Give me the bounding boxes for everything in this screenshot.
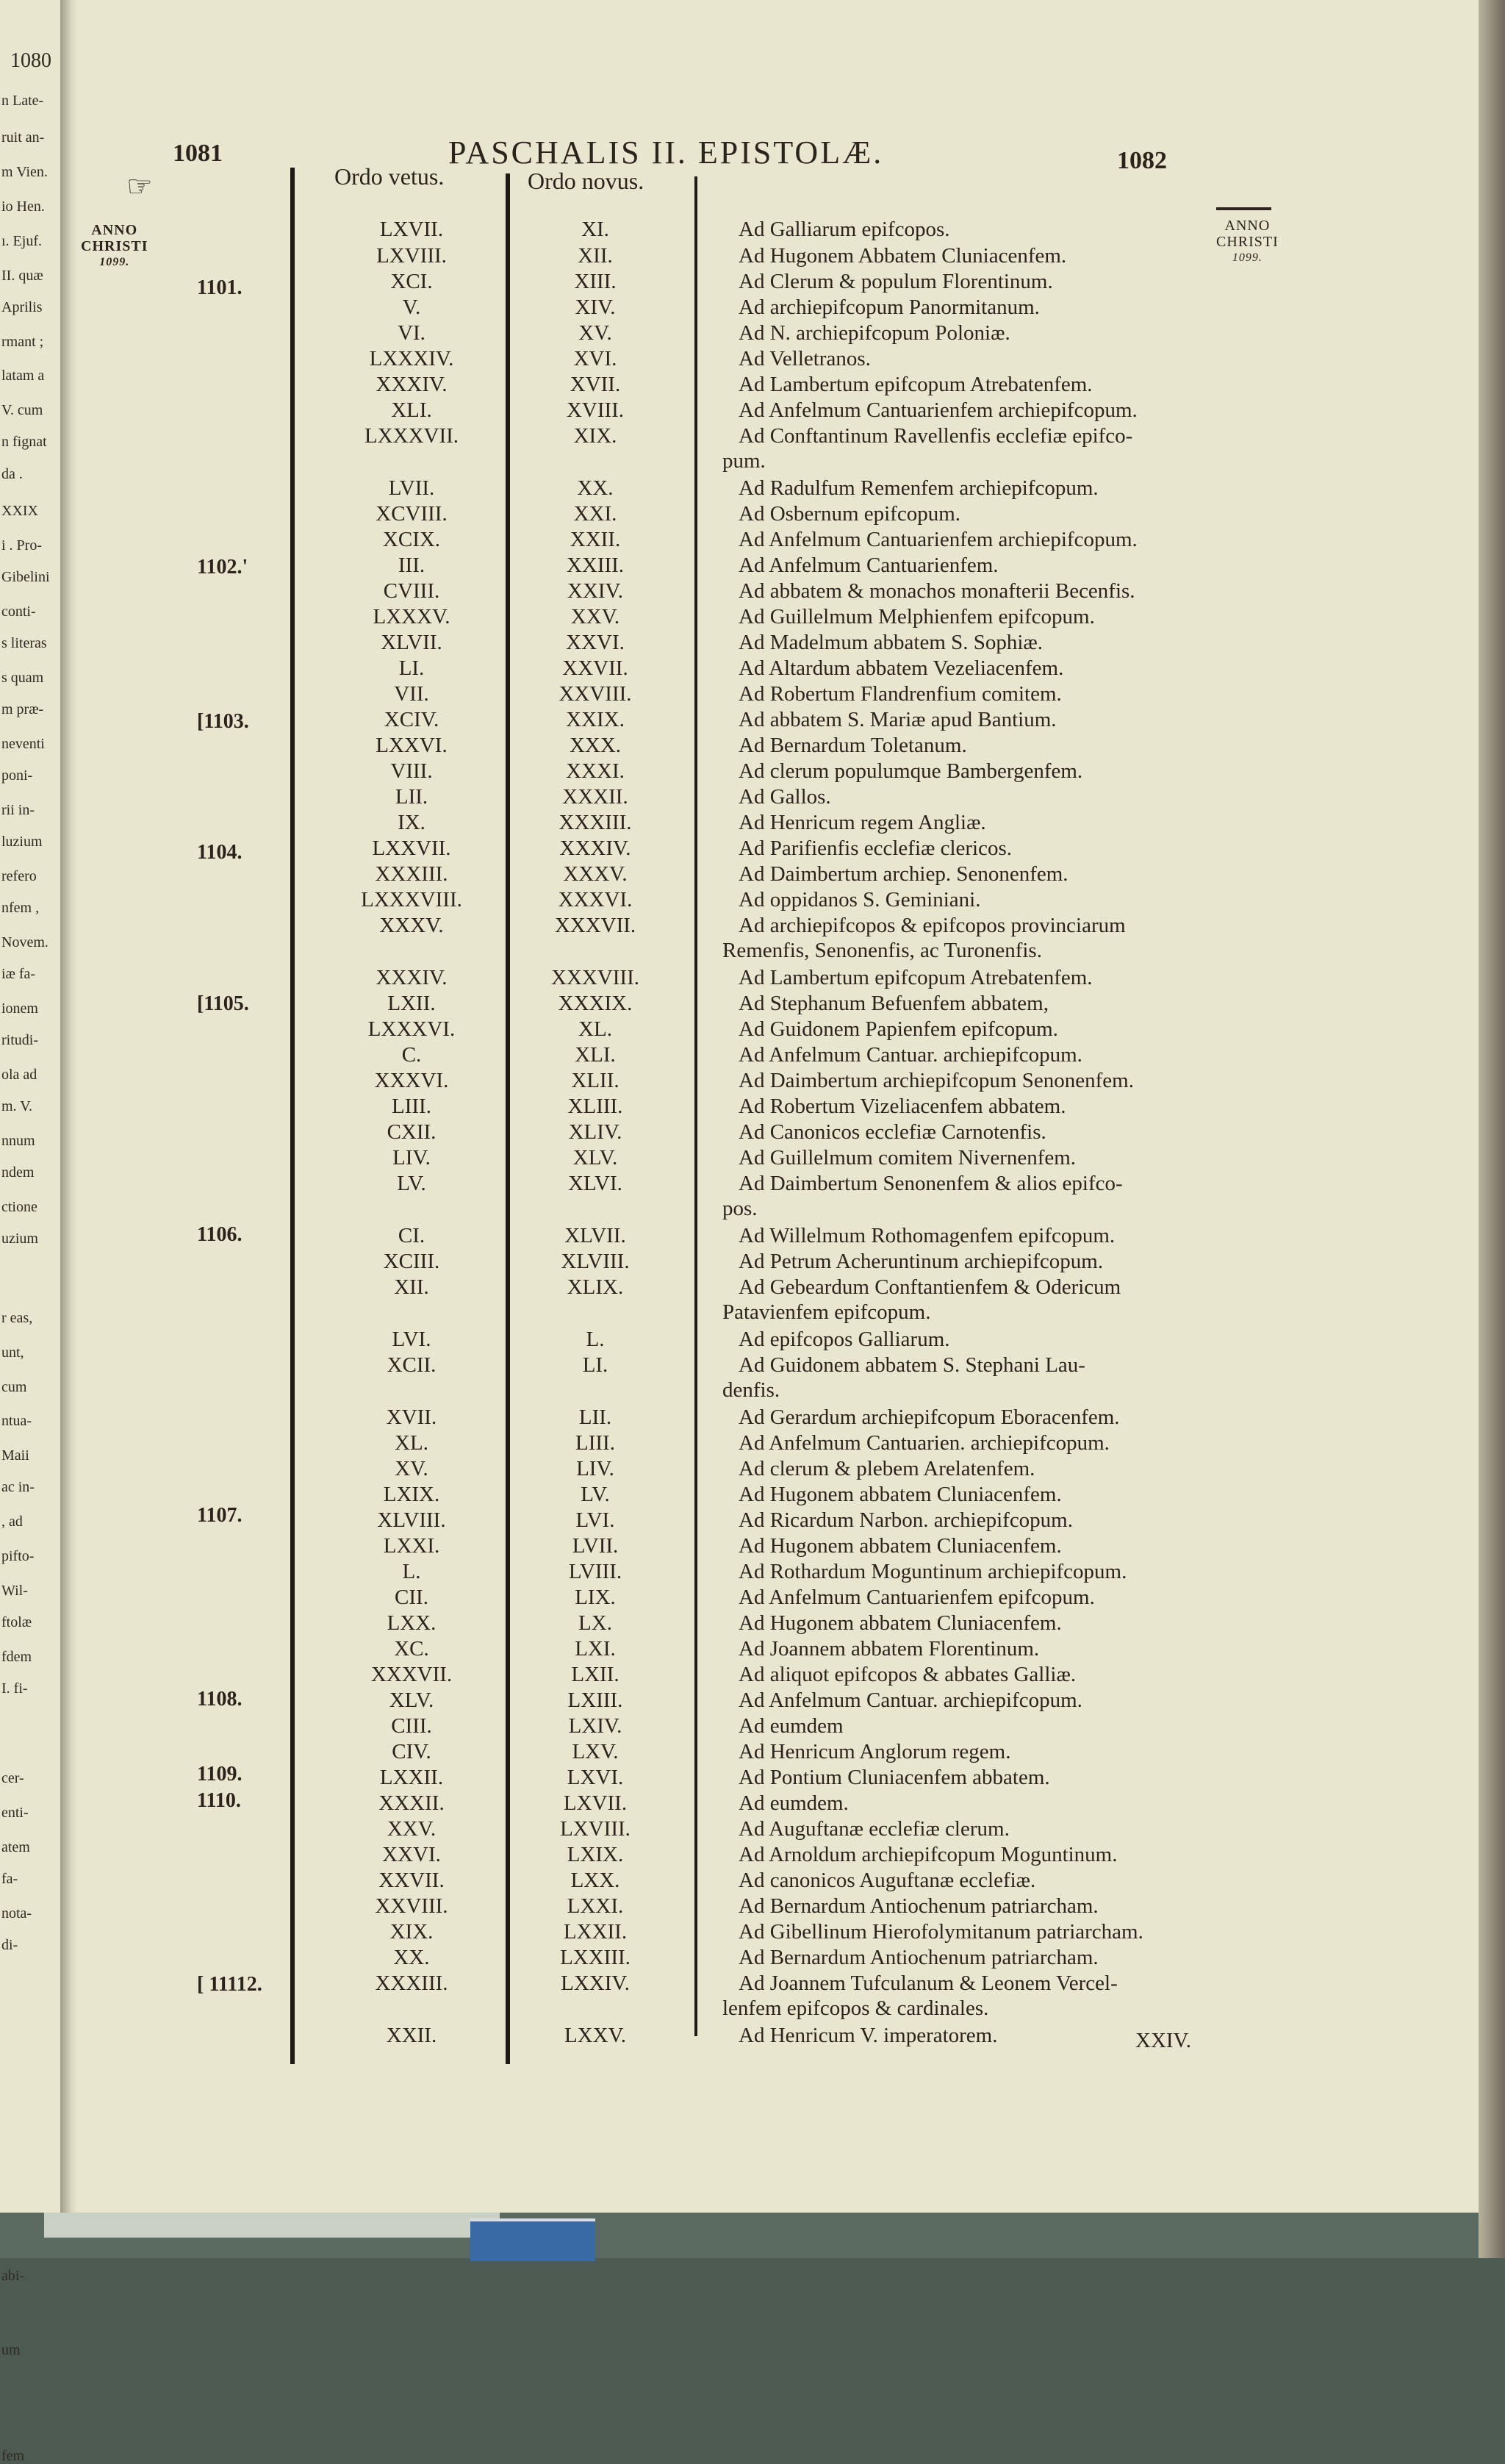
ordo-vetus-number: XXVII.	[378, 1869, 445, 1892]
ordo-vetus-number: XXII.	[386, 2024, 437, 2047]
ordo-novus-number: LVII.	[572, 1534, 619, 1558]
ordo-vetus-number: LII.	[395, 785, 428, 809]
letter-recipient: Ad Bernardum Toletanum.	[739, 734, 967, 757]
ordo-vetus-number: XCVIII.	[376, 502, 448, 526]
letter-recipient: Ad eumdem.	[739, 1791, 849, 1815]
letter-recipient: Ad Petrum Acheruntinum archiepifcopum.	[739, 1250, 1104, 1273]
year-label: 1110.	[197, 1789, 241, 1812]
ordo-vetus-number: LVII.	[388, 476, 435, 500]
letter-recipient: Ad Parifienfis ecclefiæ clericos.	[739, 837, 1013, 860]
previous-page-text-fragment: latam a	[1, 368, 45, 384]
letter-recipient: Ad Gibellinum Hierofolymitanum patriarcham.	[739, 1920, 1143, 1944]
ordo-novus-number: XXXV.	[563, 862, 628, 886]
ordo-novus-number: XXXIX.	[558, 992, 633, 1015]
letter-recipient: Ad abbatem & monachos monafterii Becenfis.	[739, 579, 1135, 603]
anno-label: ANNO	[91, 222, 138, 238]
column-rule-right	[694, 176, 697, 2036]
previous-page-text-fragment: nnum	[1, 1132, 35, 1149]
letter-recipient: Ad Madelmum abbatem S. Sophiæ.	[739, 631, 1044, 654]
ordo-vetus-number: XXV.	[387, 1817, 437, 1841]
ordo-novus-number: XXXI.	[566, 759, 625, 783]
ordo-novus-number: LXIII.	[567, 1688, 623, 1712]
ordo-novus-number: XLIII.	[567, 1095, 623, 1118]
letter-recipient: Ad Ricardum Narbon. archiepifcopum.	[739, 1508, 1073, 1532]
ordo-vetus-number: VII.	[394, 682, 429, 706]
column-header-ordo-novus: Ordo novus.	[528, 168, 644, 194]
previous-page-text-fragment: Novem.	[1, 934, 49, 950]
previous-page-text-fragment: m Vien.	[1, 164, 48, 181]
christi-label: CHRISTI	[81, 238, 148, 254]
ordo-vetus-number: XXXIII.	[375, 862, 448, 886]
ordo-vetus-number: LXXVI.	[376, 734, 448, 757]
previous-page-text-fragment: XXIX	[1, 503, 38, 519]
ordo-vetus-number: XC.	[394, 1637, 429, 1661]
letter-recipient: Ad Robertum Vizeliacenfem abbatem.	[739, 1095, 1066, 1118]
previous-page-text-fragment: ctione	[1, 1198, 37, 1215]
ordo-novus-number: LXXIII.	[560, 1946, 631, 1969]
year-label: 1108.	[197, 1688, 243, 1711]
ordo-vetus-number: XXXIII.	[375, 1971, 448, 1995]
ordo-vetus-number: XLVII.	[381, 631, 442, 654]
ordo-novus-number: LXV.	[572, 1740, 619, 1763]
previous-page-text-fragment: fdem	[1, 1648, 32, 1665]
ordo-novus-number: XLVIII.	[561, 1250, 630, 1273]
ordo-vetus-number: LXX.	[387, 1611, 437, 1635]
letter-recipient: Ad Anfelmum Cantuarienfem epifcopum.	[739, 1586, 1095, 1609]
letter-recipient: Ad clerum populumque Bambergenfem.	[739, 759, 1083, 783]
letter-recipient-continued: Remenfis, Senonenfis, ac Turonenfis.	[722, 939, 1042, 962]
letter-recipient: Ad Pontium Cluniacenfem abbatem.	[739, 1766, 1050, 1789]
letter-recipient: Ad Hugonem Abbatem Cluniacenfem.	[739, 244, 1067, 268]
letter-recipient: Ad oppidanos S. Geminiani.	[739, 888, 981, 912]
ordo-vetus-number: XVII.	[386, 1405, 437, 1429]
previous-page-text-fragment: fa-	[1, 1871, 18, 1888]
letter-recipient: Ad Anfelmum Cantuar. archiepifcopum.	[739, 1688, 1082, 1712]
letter-recipient-continued: lenfem epifcopos & cardinales.	[722, 1996, 989, 2020]
ordo-vetus-number: XCII.	[387, 1353, 437, 1377]
ordo-vetus-number: LXII.	[387, 992, 436, 1015]
ordo-vetus-number: LXXXVII.	[364, 424, 459, 448]
column-rule-left	[290, 168, 295, 2064]
year-label: [1103.	[197, 710, 249, 733]
ordo-vetus-number: C.	[401, 1043, 422, 1067]
previous-page-text-fragment: abi-	[1, 2268, 25, 2285]
page-number-right: 1082	[1117, 147, 1167, 174]
previous-page-text-fragment: enti-	[1, 1805, 29, 1822]
ordo-novus-number: LXXII.	[563, 1920, 628, 1944]
ordo-novus-number: LII.	[578, 1405, 612, 1429]
previous-page-text-fragment: atem	[1, 1839, 30, 1855]
ordo-novus-number: LXIX.	[567, 1843, 624, 1866]
ordo-vetus-number: XXXVII.	[370, 1663, 453, 1686]
column-header-ordo-vetus: Ordo vetus.	[334, 163, 445, 190]
ordo-vetus-number: CI.	[398, 1224, 425, 1247]
year-label: 1104.	[197, 841, 243, 864]
ordo-novus-number: XLIV.	[568, 1120, 622, 1144]
ordo-novus-number: XLVI.	[568, 1172, 622, 1195]
ordo-novus-number: XXIV.	[567, 579, 623, 603]
previous-page-text-fragment: s literas	[1, 635, 47, 651]
ordo-novus-number: XXXIII.	[558, 811, 632, 834]
previous-page-text-fragment: Maii	[1, 1447, 29, 1464]
letter-recipient: Ad Henricum Anglorum regem.	[739, 1740, 1011, 1763]
letter-recipient: Ad eumdem	[739, 1714, 844, 1738]
letter-recipient: Ad Willelmum Rothomagenfem epifcopum.	[739, 1224, 1116, 1247]
letter-recipient: Ad Henricum V. imperatorem.	[739, 2024, 998, 2047]
letter-recipient: Ad Osbernum epifcopum.	[739, 502, 961, 526]
year-label: [1105.	[197, 992, 249, 1015]
previous-page-text-fragment: refero	[1, 867, 37, 884]
previous-page-text-fragment: n Late-	[1, 93, 44, 109]
desk-background	[0, 2213, 1479, 2258]
letter-recipient: Ad Henricum regem Angliæ.	[739, 811, 986, 834]
letter-recipient-continued: pum.	[722, 449, 766, 473]
ordo-novus-number: XXII.	[570, 528, 621, 551]
letter-recipient: Ad Galliarum epifcopos.	[739, 218, 950, 241]
letter-recipient: Ad clerum & plebem Arelatenfem.	[739, 1457, 1035, 1480]
ordo-vetus-number: XCIV.	[384, 708, 439, 731]
ordo-novus-number: XXI.	[573, 502, 617, 526]
previous-page-text-fragment: Aprilis	[1, 298, 43, 315]
previous-page-text-fragment: neventi	[1, 735, 45, 752]
ordo-novus-number: XXV.	[570, 605, 620, 628]
letter-recipient: Ad Daimbertum Senonenfem & alios epifco-	[739, 1172, 1123, 1195]
ordo-vetus-number: LIII.	[392, 1095, 431, 1118]
letter-recipient: Ad Gallos.	[739, 785, 831, 809]
previous-page-text-fragment: poni-	[1, 767, 33, 784]
previous-page-text-fragment: ndem	[1, 1164, 35, 1181]
letter-recipient-continued: denfis.	[722, 1378, 780, 1402]
letter-recipient: Ad Gebeardum Conftantienfem & Odericum	[739, 1275, 1121, 1299]
letter-recipient: Ad Bernardum Antiochenum patriarcham.	[739, 1894, 1099, 1918]
ordo-novus-number: XXVII.	[562, 656, 628, 680]
letter-recipient: Ad archiepifcopum Panormitanum.	[739, 296, 1040, 319]
letter-recipient: Ad Guillelmum Melphienfem epifcopum.	[739, 605, 1095, 628]
letter-recipient: Ad Anfelmum Cantuar. archiepifcopum.	[739, 1043, 1082, 1067]
letter-recipient: Ad Arnoldum archiepifcopum Moguntinum.	[739, 1843, 1118, 1866]
ordo-novus-number: LXXI.	[567, 1894, 624, 1918]
ordo-vetus-number: XCIX.	[382, 528, 441, 551]
previous-page-text-fragment: ruit an-	[1, 129, 45, 146]
anno-year: 1099.	[1232, 251, 1262, 264]
letter-recipient: Ad Guidonem abbatem S. Stephani Lau-	[739, 1353, 1085, 1377]
previous-page-text-fragment: s quam	[1, 669, 44, 686]
letter-recipient: Ad canonicos Auguftanæ ecclefiæ.	[739, 1869, 1036, 1892]
ordo-novus-number: LXI.	[575, 1637, 616, 1661]
ordo-vetus-number: XX.	[393, 1946, 430, 1969]
ordo-novus-number: LXX.	[570, 1869, 620, 1892]
running-title: PASCHALIS II. EPISTOLÆ.	[448, 135, 884, 171]
letter-recipient: Ad Lambertum epifcopum Atrebatenfem.	[739, 966, 1093, 989]
previous-page-text-fragment: n fignat	[1, 434, 47, 451]
letter-recipient-continued: Patavienfem epifcopum.	[722, 1300, 931, 1324]
ordo-novus-number: XVIII.	[566, 398, 625, 422]
letter-recipient: Ad Lambertum epifcopum Atrebatenfem.	[739, 373, 1093, 396]
ordo-novus-number: XLIX.	[567, 1275, 624, 1299]
letter-recipient: Ad Hugonem abbatem Cluniacenfem.	[739, 1534, 1062, 1558]
year-label: 1107.	[197, 1504, 243, 1527]
ordo-novus-number: LVIII.	[568, 1560, 622, 1583]
previous-page-text-fragment: Wil-	[1, 1582, 28, 1599]
ordo-novus-number: XXXVII.	[554, 914, 636, 937]
catchword: XXIV.	[1135, 2029, 1191, 2052]
ordo-vetus-number: CVIII.	[383, 579, 440, 603]
ordo-vetus-number: XLV.	[389, 1688, 434, 1712]
letter-recipient: Ad Anfelmum Cantuarienfem.	[739, 554, 999, 577]
ordo-novus-number: LXVII.	[563, 1791, 628, 1815]
ordo-vetus-number: XXXIV.	[376, 373, 448, 396]
ordo-vetus-number: XXXV.	[379, 914, 444, 937]
ordo-vetus-number: LXXXVIII.	[361, 888, 462, 912]
ordo-vetus-number: VIII.	[390, 759, 433, 783]
letter-recipient: Ad Robertum Flandrenfium comitem.	[739, 682, 1062, 706]
letter-recipient: Ad Conftantinum Ravellenfis ecclefiæ epifco-	[739, 424, 1133, 448]
ordo-novus-number: XI.	[581, 218, 609, 241]
ordo-vetus-number: IX.	[398, 811, 425, 834]
previous-page-text-fragment: cer-	[1, 1770, 24, 1787]
ordo-vetus-number: VI.	[398, 321, 425, 345]
ordo-vetus-number: CII.	[395, 1586, 428, 1609]
previous-page-text-fragment: di-	[1, 1937, 18, 1954]
letter-recipient-continued: pos.	[722, 1197, 758, 1220]
previous-page-text-fragment: ionem	[1, 1000, 38, 1017]
previous-page-text-fragment: fem	[1, 2448, 25, 2464]
ordo-novus-number: XVI.	[573, 347, 617, 370]
letter-recipient: Ad Joannem Tufculanum & Leonem Vercel-	[739, 1971, 1118, 1995]
ordo-novus-number: LXXV.	[564, 2024, 627, 2047]
ordo-vetus-number: LXXXIV.	[369, 347, 454, 370]
letter-recipient: Ad Bernardum Antiochenum patriarcham.	[739, 1946, 1099, 1969]
previous-page-text-fragment: r eas,	[1, 1310, 33, 1326]
previous-page-text-fragment: um	[1, 2342, 21, 2358]
previous-page-text-fragment: i . Pro-	[1, 537, 42, 554]
letter-recipient: Ad Anfelmum Cantuarienfem archiepifcopum.	[739, 398, 1138, 422]
year-label: 1109.	[197, 1763, 243, 1786]
ordo-vetus-number: LXXXVI.	[367, 1017, 456, 1041]
previous-page-text-fragment: nfem ,	[1, 900, 40, 916]
ordo-novus-number: XII.	[578, 244, 613, 268]
year-label: 1102.'	[197, 556, 248, 579]
ordo-vetus-number: XXVI.	[382, 1843, 441, 1866]
ordo-novus-number: XXXIV.	[559, 837, 631, 860]
letter-recipient: Ad Gerardum archiepifcopum Eboracenfem.	[739, 1405, 1120, 1429]
letter-recipient: Ad Hugonem abbatem Cluniacenfem.	[739, 1611, 1062, 1635]
ordo-novus-number: XXXVI.	[558, 888, 633, 912]
previous-page-text-fragment: I. fi-	[1, 1680, 28, 1697]
previous-page-text-fragment: rmant ;	[1, 333, 44, 350]
ordo-novus-number: XXX.	[569, 734, 622, 757]
ordo-novus-number: LXVI.	[567, 1766, 624, 1789]
ordo-vetus-number: CIII.	[391, 1714, 432, 1738]
letter-recipient: Ad Joannem abbatem Florentinum.	[739, 1637, 1040, 1661]
previous-page-text-fragment: cum	[1, 1378, 27, 1395]
ordo-vetus-number: CIV.	[392, 1740, 431, 1763]
ordo-novus-number: XX.	[577, 476, 614, 500]
ordo-novus-number: LXII.	[571, 1663, 619, 1686]
ordo-vetus-number: XCIII.	[383, 1250, 440, 1273]
previous-page-text-fragment: V. cum	[1, 402, 43, 419]
ordo-vetus-number: XXXII.	[378, 1791, 445, 1815]
page-number-left: 1081	[173, 140, 223, 167]
ordo-novus-number: XVII.	[570, 373, 621, 396]
header-rule	[1216, 207, 1271, 210]
ordo-novus-number: LXIV.	[568, 1714, 622, 1738]
ordo-novus-number: XXVIII.	[558, 682, 632, 706]
ordo-novus-number: XL.	[578, 1017, 612, 1041]
ordo-novus-number: XV.	[578, 321, 612, 345]
ordo-novus-number: XXXII.	[562, 785, 628, 809]
book-gutter	[60, 0, 76, 2213]
previous-page-text-fragment: m. V.	[1, 1098, 33, 1114]
ordo-vetus-number: XII.	[394, 1275, 429, 1299]
ordo-vetus-number: XCI.	[390, 270, 433, 293]
previous-page-text-fragment: ntua-	[1, 1413, 32, 1430]
ordo-vetus-number: LXXI.	[383, 1534, 440, 1558]
previous-page-text-fragment: 1080	[10, 49, 51, 72]
ordo-vetus-number: LXXII.	[379, 1766, 444, 1789]
ordo-vetus-number: L.	[402, 1560, 421, 1583]
previous-page-text-fragment: ritudi-	[1, 1032, 38, 1048]
letter-recipient: Ad Auguftanæ ecclefiæ clerum.	[739, 1817, 1010, 1841]
previous-page-text-fragment: nota-	[1, 1905, 32, 1922]
previous-page-text-fragment: rii in-	[1, 801, 35, 818]
previous-page-text-fragment: Gibelini	[1, 569, 50, 585]
ordo-novus-number: XIX.	[573, 424, 617, 448]
letter-recipient: Ad Canonicos ecclefiæ Carnotenfis.	[739, 1120, 1046, 1144]
ordo-vetus-number: XXVIII.	[375, 1894, 448, 1918]
previous-page-text-fragment: conti-	[1, 603, 36, 620]
anno-label: ANNO	[1224, 218, 1271, 234]
ordo-novus-number: LIX.	[575, 1586, 616, 1609]
ordo-novus-number: XLVII.	[564, 1224, 626, 1247]
letter-recipient: Ad N. archiepifcopum Poloniæ.	[739, 321, 1010, 345]
year-label: 1101.	[197, 276, 243, 299]
page-edge	[1479, 0, 1505, 2258]
ordo-vetus-number: III.	[398, 554, 425, 577]
ordo-vetus-number: V.	[402, 296, 421, 319]
ordo-vetus-number: XV.	[395, 1457, 428, 1480]
ordo-vetus-number: XL.	[395, 1431, 428, 1455]
previous-page-text-fragment: pifto-	[1, 1548, 35, 1564]
ordo-vetus-number: XLI.	[391, 398, 432, 422]
previous-page-text-fragment: ola ad	[1, 1066, 37, 1083]
ordo-novus-number: LI.	[582, 1353, 608, 1377]
letter-recipient: Ad Altardum abbatem Vezeliacenfem.	[739, 656, 1064, 680]
previous-page-text-fragment: unt,	[1, 1344, 24, 1361]
previous-page-text-fragment: , ad	[1, 1514, 23, 1530]
letter-recipient: Ad Rothardum Moguntinum archiepifcopum.	[739, 1560, 1127, 1583]
ordo-novus-number: XXVI.	[566, 631, 625, 654]
ordo-novus-number: LXVIII.	[560, 1817, 631, 1841]
anno-year: 1099.	[99, 256, 130, 268]
ordo-vetus-number: LXVII.	[379, 218, 444, 241]
paper-under	[44, 2213, 500, 2238]
ordo-vetus-number: LI.	[398, 656, 425, 680]
previous-page-text-fragment: m præ-	[1, 701, 44, 717]
letter-recipient: Ad Radulfum Remenfem archiepifcopum.	[739, 476, 1099, 500]
previous-page-text-fragment: iæ fa-	[1, 966, 36, 982]
letter-recipient: Ad Guillelmum comitem Nivernenfem.	[739, 1146, 1077, 1170]
ordo-vetus-number: XXXVI.	[374, 1069, 449, 1092]
year-label: 1106.	[197, 1223, 243, 1246]
ordo-vetus-number: LXXXV.	[373, 605, 450, 628]
letter-recipient: Ad Anfelmum Cantuarien. archiepifcopum.	[739, 1431, 1110, 1455]
previous-page-text-fragment: II. quæ	[1, 267, 43, 284]
anno-christi-right	[1216, 218, 1279, 266]
ordo-novus-number: L.	[586, 1328, 605, 1351]
blue-book-corner	[470, 2218, 595, 2261]
ordo-vetus-number: LXIX.	[383, 1483, 440, 1506]
letter-recipient: Ad epifcopos Galliarum.	[739, 1328, 950, 1351]
ordo-novus-number: LX.	[578, 1611, 612, 1635]
letter-recipient: Ad Velletranos.	[739, 347, 871, 370]
letter-recipient: Ad aliquot epifcopos & abbates Galliæ.	[739, 1663, 1077, 1686]
letter-recipient: Ad Anfelmum Cantuarienfem archiepifcopum.	[739, 528, 1138, 551]
ordo-novus-number: XIV.	[575, 296, 616, 319]
previous-page-text-fragment: uzium	[1, 1231, 38, 1247]
letter-recipient: Ad Stephanum Befuenfem abbatem,	[739, 992, 1049, 1015]
ordo-novus-number: LXXIV.	[561, 1971, 630, 1995]
ordo-vetus-number: LV.	[397, 1172, 426, 1195]
ordo-novus-number: XLI.	[575, 1043, 616, 1067]
previous-page-text-fragment: io Hen.	[1, 198, 45, 215]
ordo-novus-number: LIV.	[576, 1457, 614, 1480]
pointing-hand-icon: ☞	[126, 170, 153, 203]
ordo-vetus-number: XLVIII.	[377, 1508, 446, 1532]
year-label: [ 11112.	[197, 1973, 262, 1996]
ordo-novus-number: LIII.	[575, 1431, 615, 1455]
letter-recipient: Ad Daimbertum archiepifcopum Senonenfem.	[739, 1069, 1134, 1092]
ordo-novus-number: XLII.	[571, 1069, 619, 1092]
previous-page-strip	[0, 0, 62, 2464]
ordo-vetus-number: LVI.	[392, 1328, 431, 1351]
ordo-novus-number: XXIII.	[566, 554, 625, 577]
letter-recipient: Ad Hugonem abbatem Cluniacenfem.	[739, 1483, 1062, 1506]
ordo-vetus-number: LXVIII.	[376, 244, 447, 268]
ordo-novus-number: XXIX.	[566, 708, 625, 731]
letter-recipient: Ad Clerum & populum Florentinum.	[739, 270, 1053, 293]
christi-label: CHRISTI	[1216, 234, 1279, 250]
anno-christi-left	[81, 222, 148, 271]
letter-recipient: Ad Daimbertum archiep. Senonenfem.	[739, 862, 1068, 886]
ordo-novus-number: XXXVIII.	[551, 966, 639, 989]
ordo-novus-number: LV.	[581, 1483, 610, 1506]
letter-recipient: Ad abbatem S. Mariæ apud Bantium.	[739, 708, 1057, 731]
ordo-vetus-number: LIV.	[392, 1146, 431, 1170]
previous-page-text-fragment: ac in-	[1, 1479, 35, 1496]
ordo-novus-number: XIII.	[574, 270, 617, 293]
ordo-novus-number: XLV.	[572, 1146, 618, 1170]
letter-recipient: Ad Guidonem Papienfem epifcopum.	[739, 1017, 1058, 1041]
ordo-vetus-number: XIX.	[389, 1920, 434, 1944]
previous-page-text-fragment: da .	[1, 465, 23, 482]
previous-page-text-fragment: luzium	[1, 834, 43, 850]
ordo-vetus-number: CXII.	[387, 1120, 437, 1144]
previous-page-text-fragment: ftolæ	[1, 1614, 32, 1630]
ordo-vetus-number: LXXVII.	[372, 837, 451, 860]
ordo-vetus-number: XXXIV.	[376, 966, 448, 989]
previous-page-text-fragment: ı. Ejuf.	[1, 232, 42, 249]
ordo-novus-number: LVI.	[575, 1508, 615, 1532]
letter-recipient: Ad archiepifcopos & epifcopos provinciarum	[739, 914, 1126, 937]
